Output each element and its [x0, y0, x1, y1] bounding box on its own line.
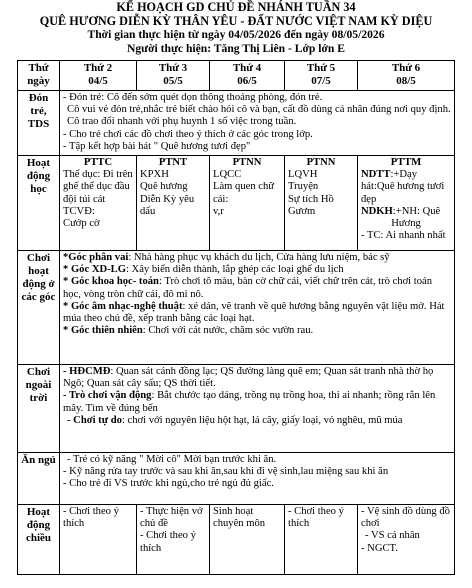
plan-author: Người thực hiện: Tăng Thị Liên - Lớp lớn E — [127, 42, 345, 55]
day-header-fri: Thứ 6 08/5 — [358, 61, 455, 91]
hdh-fri: PTTM NDTT:+Dạy hát:Quê hương tươi đẹp NDKH:+NH: Quê Hương - TC: Ai nhanh nhất — [358, 156, 455, 251]
hdc-mon: - Chơi theo ý thích — [60, 505, 137, 575]
row-choi-ngoai-troi — [18, 365, 455, 453]
hdh-tue: PTNT KPXH Quê hương Diễn Kỳ yêu dấu — [137, 156, 210, 251]
row-choi-goc — [18, 251, 455, 365]
corner-cell: Thứ ngày — [18, 61, 60, 91]
hdh-thu: PTNN LQVH Truyện Sự tích Hồ Gươm — [285, 156, 358, 251]
day-header-wed: Thứ 4 06/5 — [210, 61, 285, 91]
don-tre-content: - Đón trẻ: Cô đến sớm quét dọn thông thoáng phòng, đón trẻ. Cô vui vẻ đón trẻ,nhắc trẻ biết chào hỏi cô và bạn, cất đồ dùng cá nhân đúng nơi quy định. Cô trao đổi nhanh với phụ huynh 1 số việc trong tuần. - Cho trẻ chơi các đồ chơi theo ý thích ở các góc trong lớp. - Tập kết hợp bài hát " Quê hương tươi đẹp" — [60, 91, 455, 156]
hdc-wed: Sinh hoạt chuyên môn — [210, 505, 285, 575]
hdc-thu: - Chơi theo ý thích — [285, 505, 358, 575]
day-header-mon: Thứ 2 04/5 — [60, 61, 137, 91]
choi-goc-content: *Góc phân vai: Nhà hàng phục vụ khách du lịch, Cửa hàng lưu niệm, bác sỹ * Góc XD-LG: Xây biển diễn thành, lắp ghép các loại ghế du lịch * Góc khoa học- toán: Trò chơi tô màu, bàn cờ chữ cái, viết chữ trên cát, trò chơi toán học, vòng tròn chữ cái, đô mi nô. * Góc âm nhạc-nghệ thuật: xé dán, vẽ tranh về quê hương bằng nguyên vật liệu mở. Hát múa theo chủ đề, xếp tranh bằng các loại hạt. * Góc thiên nhiên: Chơi với cát nước, chăm sóc vườn rau. — [60, 251, 455, 365]
day-header-tue: Thứ 3 05/5 — [137, 61, 210, 91]
hdh-mon: PTTC Thể dục: Đi trên ghế thể dục đầu đội túi cát TCVĐ: Cướp cờ — [60, 156, 137, 251]
row-label-an-ngu: Ăn ngủ — [18, 453, 60, 505]
hdc-tue: - Thực hiện vở chủ đề - Chơi theo ý thích — [137, 505, 210, 575]
plan-subtitle: QUÊ HƯƠNG DIỄN KỲ THÂN YÊU - ĐẤT NƯỚC VIỆT NAM KỲ DIỆU — [39, 14, 433, 28]
hdc-fri: - Vệ sinh đồ dùng đồ chơi - VS cá nhân - NGCT. — [358, 505, 455, 575]
plan-title: KẾ HOẠCH GD CHỦ ĐỀ NHÁNH TUẦN 34 — [116, 0, 356, 14]
plan-period: Thời gian thực hiện từ ngày 04/05/2026 đến ngày 08/05/2026 — [87, 28, 385, 41]
row-don-tre — [18, 91, 455, 156]
row-label-choi-ngoai-troi: Chơi ngoài trời — [18, 365, 60, 453]
row-hoat-dong-hoc — [18, 156, 455, 251]
choi-ngoai-troi-content: - HĐCMĐ: Quan sát cánh đồng lạc; QS đường làng quê em; Quan sát tranh nhà thờ họ Ngô; Quan sát cây sấu; QS thời tiết. - Trò chơi vận động: Bắt chước tạo dáng, trồng nụ trồng hoa, thi ai nhanh; rồng rắn lên mây. Tìm về đúng bến - Chơi tự do: chơi với nguyên liệu hột hạt, lá cây, giấy loại, vỏ nghêu, mũ múa — [60, 365, 455, 453]
day-header-row — [18, 61, 455, 91]
row-label-choi-goc: Chơi hoạt động ở các góc — [18, 251, 60, 365]
row-label-don-tre: Đón trẻ, TDS — [18, 91, 60, 156]
row-an-ngu — [18, 453, 455, 505]
day-header-thu: Thứ 5 07/5 — [285, 61, 358, 91]
hdh-wed: PTNN LQCC Làm quen chữ cái: v,r — [210, 156, 285, 251]
row-hoat-dong-chieu — [18, 505, 455, 575]
row-label-hoat-dong-chieu: Hoạt động chiều — [18, 505, 60, 575]
an-ngu-content: - Trẻ có kỹ năng " Mời cô" Mời bạn trước khi ăn. - Kỹ năng rửa tay trước và sau khi ăn,sau khi đi vệ sinh,lau miệng sau khi ăn - Cho trẻ đi VS trước khi ngủ,cho trẻ ngủ đủ giấc. — [60, 453, 455, 505]
document-header — [0, 0, 472, 56]
row-label-hoat-dong-hoc: Hoạt động học — [18, 156, 60, 251]
weekly-plan-table — [17, 60, 455, 575]
